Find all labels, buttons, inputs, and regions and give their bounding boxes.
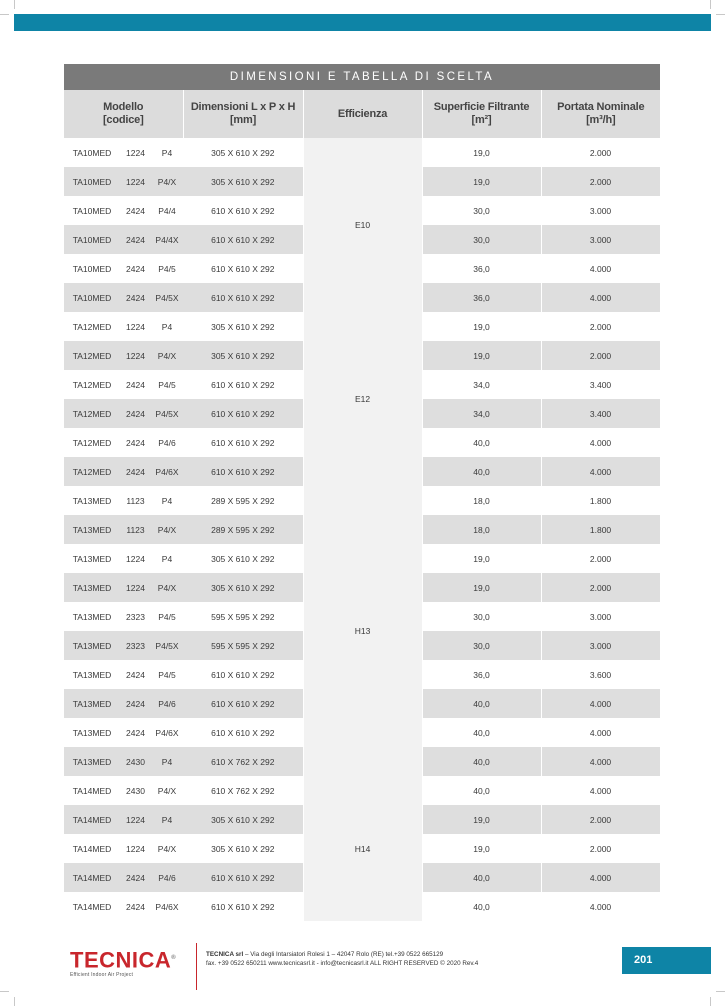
crop-mark — [710, 997, 711, 1006]
crop-mark — [14, 0, 15, 9]
flow-cell: 3.400 — [541, 399, 660, 428]
model-type-cell: P4/4 — [151, 196, 183, 225]
model-type-cell: P4/5X — [151, 283, 183, 312]
flow-cell: 2.000 — [541, 805, 660, 834]
header-unit: [m²] — [471, 114, 492, 126]
model-code-cell: TA13MED — [64, 631, 120, 660]
header-dimensioni — [183, 90, 303, 138]
model-size-cell: 1224 — [120, 544, 151, 573]
header-unit: [m³/h] — [586, 114, 616, 126]
page-number: 201 — [634, 954, 653, 966]
model-size-cell: 2430 — [120, 776, 151, 805]
surface-cell: 30,0 — [422, 602, 541, 631]
model-type-cell: P4/6 — [151, 428, 183, 457]
dimensions-cell: 305 X 610 X 292 — [183, 312, 303, 341]
surface-cell: 18,0 — [422, 515, 541, 544]
address-text: – Via degli Intarsiatori Rolesi 1 – 42047 Rolo (RE) tel.+39 0522 665129 — [243, 951, 444, 958]
model-type-cell: P4/5 — [151, 370, 183, 399]
dimensions-cell: 595 X 595 X 292 — [183, 631, 303, 660]
table-row — [64, 486, 660, 515]
surface-cell: 19,0 — [422, 544, 541, 573]
table-title: DIMENSIONI E TABELLA DI SCELTA — [64, 64, 660, 90]
model-type-cell: P4/4X — [151, 225, 183, 254]
dimensions-cell: 610 X 610 X 292 — [183, 225, 303, 254]
dimensions-cell: 610 X 610 X 292 — [183, 283, 303, 312]
model-size-cell: 2430 — [120, 747, 151, 776]
dimensions-cell: 305 X 610 X 292 — [183, 341, 303, 370]
model-type-cell: P4/6X — [151, 892, 183, 921]
logo-tagline: Efficient Indoor Air Project — [70, 972, 134, 979]
model-size-cell: 1224 — [120, 312, 151, 341]
model-code-cell: TA10MED — [64, 138, 120, 167]
table-body — [64, 138, 660, 921]
model-size-cell: 2424 — [120, 225, 151, 254]
logo-text: TECNICA — [70, 947, 172, 973]
surface-cell: 40,0 — [422, 863, 541, 892]
model-type-cell: P4/5 — [151, 254, 183, 283]
flow-cell: 2.000 — [541, 138, 660, 167]
flow-cell: 4.000 — [541, 428, 660, 457]
model-size-cell: 2424 — [120, 718, 151, 747]
model-code-cell: TA14MED — [64, 892, 120, 921]
footer-line-2: fax. +39 0522 650211 www.tecnicasrl.it - info@tecnicasrl.it ALL RIGHT RESERVED © 2020 Rev.4 — [206, 960, 479, 967]
surface-cell: 36,0 — [422, 660, 541, 689]
model-size-cell: 1224 — [120, 138, 151, 167]
header-label: Efficienza — [337, 107, 388, 120]
model-code-cell: TA13MED — [64, 515, 120, 544]
flow-cell: 2.000 — [541, 573, 660, 602]
model-size-cell: 1224 — [120, 573, 151, 602]
dimensions-cell: 610 X 610 X 292 — [183, 428, 303, 457]
flow-cell: 3.000 — [541, 602, 660, 631]
header-label: Superficie Filtrante — [433, 101, 530, 113]
surface-cell: 40,0 — [422, 457, 541, 486]
footer-divider — [196, 943, 197, 990]
model-type-cell: P4/6X — [151, 718, 183, 747]
model-code-cell: TA14MED — [64, 805, 120, 834]
surface-cell: 18,0 — [422, 486, 541, 515]
flow-cell: 2.000 — [541, 834, 660, 863]
surface-cell: 19,0 — [422, 805, 541, 834]
model-code-cell: TA12MED — [64, 428, 120, 457]
surface-cell: 40,0 — [422, 428, 541, 457]
table-header-row — [64, 90, 660, 138]
header-efficienza — [303, 90, 422, 138]
model-code-cell: TA10MED — [64, 167, 120, 196]
flow-cell: 1.800 — [541, 486, 660, 515]
flow-cell: 4.000 — [541, 254, 660, 283]
dimensions-cell: 610 X 610 X 292 — [183, 254, 303, 283]
flow-cell: 4.000 — [541, 863, 660, 892]
surface-cell: 36,0 — [422, 254, 541, 283]
dimensions-cell: 305 X 610 X 292 — [183, 138, 303, 167]
flow-cell: 4.000 — [541, 776, 660, 805]
selection-table — [64, 64, 660, 921]
surface-cell: 40,0 — [422, 718, 541, 747]
model-size-cell: 2424 — [120, 863, 151, 892]
flow-cell: 4.000 — [541, 718, 660, 747]
crop-mark — [710, 0, 711, 9]
table-row — [64, 138, 660, 167]
model-size-cell: 2424 — [120, 457, 151, 486]
logo-wordmark — [70, 947, 176, 971]
model-type-cell: P4/X — [151, 573, 183, 602]
header-superficie — [422, 90, 541, 138]
model-type-cell: P4/X — [151, 834, 183, 863]
flow-cell: 4.000 — [541, 457, 660, 486]
flow-cell: 3.000 — [541, 631, 660, 660]
data-table — [64, 90, 661, 921]
model-code-cell: TA12MED — [64, 457, 120, 486]
model-code-cell: TA12MED — [64, 312, 120, 341]
dimensions-cell: 610 X 610 X 292 — [183, 718, 303, 747]
flow-cell: 2.000 — [541, 167, 660, 196]
model-size-cell: 1224 — [120, 805, 151, 834]
flow-cell: 4.000 — [541, 283, 660, 312]
model-code-cell: TA13MED — [64, 544, 120, 573]
model-code-cell: TA13MED — [64, 660, 120, 689]
flow-cell: 3.000 — [541, 196, 660, 225]
model-code-cell: TA10MED — [64, 196, 120, 225]
dimensions-cell: 610 X 610 X 292 — [183, 689, 303, 718]
model-type-cell: P4/5 — [151, 660, 183, 689]
registered-mark: ® — [171, 955, 177, 961]
efficiency-cell: H13 — [303, 486, 422, 776]
dimensions-cell: 305 X 610 X 292 — [183, 805, 303, 834]
dimensions-cell: 289 X 595 X 292 — [183, 515, 303, 544]
crop-mark — [0, 991, 9, 992]
model-code-cell: TA12MED — [64, 341, 120, 370]
flow-cell: 4.000 — [541, 892, 660, 921]
model-code-cell: TA13MED — [64, 602, 120, 631]
model-type-cell: P4 — [151, 138, 183, 167]
dimensions-cell: 610 X 610 X 292 — [183, 196, 303, 225]
header-modello — [64, 90, 183, 138]
model-size-cell: 2424 — [120, 196, 151, 225]
dimensions-cell: 305 X 610 X 292 — [183, 544, 303, 573]
dimensions-cell: 305 X 610 X 292 — [183, 834, 303, 863]
top-accent-bar — [14, 14, 711, 31]
header-unit: [codice] — [102, 114, 144, 126]
dimensions-cell: 305 X 610 X 292 — [183, 573, 303, 602]
model-type-cell: P4/5X — [151, 399, 183, 428]
dimensions-cell: 610 X 610 X 292 — [183, 892, 303, 921]
flow-cell: 2.000 — [541, 312, 660, 341]
model-type-cell: P4 — [151, 486, 183, 515]
model-size-cell: 2424 — [120, 689, 151, 718]
dimensions-cell: 610 X 762 X 292 — [183, 747, 303, 776]
dimensions-cell: 305 X 610 X 292 — [183, 167, 303, 196]
model-type-cell: P4 — [151, 312, 183, 341]
flow-cell: 1.800 — [541, 515, 660, 544]
surface-cell: 40,0 — [422, 776, 541, 805]
surface-cell: 34,0 — [422, 370, 541, 399]
model-type-cell: P4/6 — [151, 863, 183, 892]
model-code-cell: TA14MED — [64, 834, 120, 863]
model-code-cell: TA10MED — [64, 283, 120, 312]
surface-cell: 30,0 — [422, 196, 541, 225]
page-number-box — [622, 947, 711, 974]
model-type-cell: P4/X — [151, 515, 183, 544]
model-code-cell: TA13MED — [64, 486, 120, 515]
model-size-cell: 2424 — [120, 254, 151, 283]
dimensions-cell: 289 X 595 X 292 — [183, 486, 303, 515]
model-code-cell: TA13MED — [64, 573, 120, 602]
model-type-cell: P4/5X — [151, 631, 183, 660]
model-type-cell: P4/X — [151, 167, 183, 196]
flow-cell: 3.000 — [541, 225, 660, 254]
surface-cell: 40,0 — [422, 747, 541, 776]
dimensions-cell: 610 X 610 X 292 — [183, 399, 303, 428]
model-code-cell: TA13MED — [64, 747, 120, 776]
model-type-cell: P4/6 — [151, 689, 183, 718]
flow-cell: 3.600 — [541, 660, 660, 689]
model-type-cell: P4/6X — [151, 457, 183, 486]
crop-mark — [716, 991, 725, 992]
company-name: TECNICA srl — [206, 951, 244, 958]
model-size-cell: 2424 — [120, 660, 151, 689]
model-size-cell: 1224 — [120, 341, 151, 370]
model-type-cell: P4/X — [151, 341, 183, 370]
model-code-cell: TA10MED — [64, 225, 120, 254]
model-size-cell: 1224 — [120, 167, 151, 196]
surface-cell: 40,0 — [422, 892, 541, 921]
model-code-cell: TA13MED — [64, 689, 120, 718]
dimensions-cell: 610 X 610 X 292 — [183, 863, 303, 892]
flow-cell: 2.000 — [541, 544, 660, 573]
model-size-cell: 2424 — [120, 283, 151, 312]
crop-mark — [716, 14, 725, 15]
header-unit: [mm] — [229, 114, 257, 126]
efficiency-cell: E12 — [303, 312, 422, 486]
efficiency-cell: H14 — [303, 776, 422, 921]
footer-contact — [206, 950, 478, 968]
model-size-cell: 2424 — [120, 370, 151, 399]
surface-cell: 19,0 — [422, 573, 541, 602]
model-type-cell: P4 — [151, 805, 183, 834]
surface-cell: 19,0 — [422, 167, 541, 196]
model-size-cell: 1224 — [120, 834, 151, 863]
crop-mark — [14, 997, 15, 1006]
footer-logo — [70, 947, 176, 978]
surface-cell: 19,0 — [422, 138, 541, 167]
surface-cell: 19,0 — [422, 312, 541, 341]
model-type-cell: P4 — [151, 544, 183, 573]
model-size-cell: 2323 — [120, 631, 151, 660]
table-row — [64, 312, 660, 341]
dimensions-cell: 610 X 610 X 292 — [183, 660, 303, 689]
flow-cell: 4.000 — [541, 689, 660, 718]
table-row — [64, 776, 660, 805]
model-type-cell: P4/5 — [151, 602, 183, 631]
footer-line-1 — [206, 950, 478, 959]
surface-cell: 19,0 — [422, 341, 541, 370]
model-size-cell: 1123 — [120, 486, 151, 515]
header-label: Modello — [103, 101, 144, 113]
model-code-cell: TA10MED — [64, 254, 120, 283]
header-label: Portata Nominale — [557, 101, 645, 113]
model-size-cell: 1123 — [120, 515, 151, 544]
efficiency-cell: E10 — [303, 138, 422, 312]
flow-cell: 3.400 — [541, 370, 660, 399]
dimensions-cell: 610 X 610 X 292 — [183, 370, 303, 399]
model-code-cell: TA12MED — [64, 370, 120, 399]
model-code-cell: TA14MED — [64, 863, 120, 892]
surface-cell: 40,0 — [422, 689, 541, 718]
dimensions-cell: 595 X 595 X 292 — [183, 602, 303, 631]
model-type-cell: P4/X — [151, 776, 183, 805]
surface-cell: 30,0 — [422, 631, 541, 660]
surface-cell: 36,0 — [422, 283, 541, 312]
model-size-cell: 2424 — [120, 892, 151, 921]
model-size-cell: 2424 — [120, 399, 151, 428]
flow-cell: 2.000 — [541, 341, 660, 370]
surface-cell: 19,0 — [422, 834, 541, 863]
model-code-cell: TA12MED — [64, 399, 120, 428]
surface-cell: 34,0 — [422, 399, 541, 428]
model-code-cell: TA13MED — [64, 718, 120, 747]
dimensions-cell: 610 X 610 X 292 — [183, 457, 303, 486]
crop-mark — [0, 14, 9, 15]
header-portata — [541, 90, 660, 138]
model-code-cell: TA14MED — [64, 776, 120, 805]
surface-cell: 30,0 — [422, 225, 541, 254]
model-size-cell: 2323 — [120, 602, 151, 631]
model-size-cell: 2424 — [120, 428, 151, 457]
dimensions-cell: 610 X 762 X 292 — [183, 776, 303, 805]
flow-cell: 4.000 — [541, 747, 660, 776]
header-label: Dimensioni L x P x H — [190, 101, 296, 113]
model-type-cell: P4 — [151, 747, 183, 776]
